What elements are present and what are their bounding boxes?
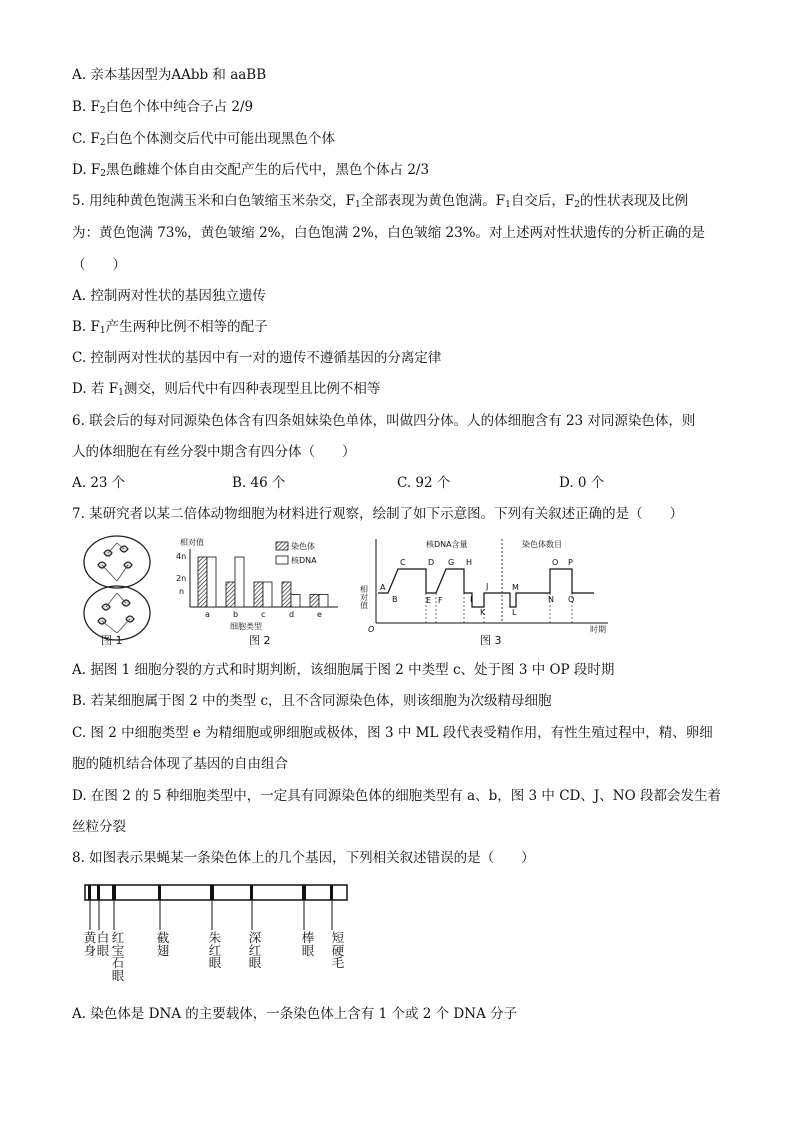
fig2-xlabel: 细胞类型 [230, 622, 262, 631]
q7-option-d-line2: 丝粒分裂 [72, 819, 126, 835]
fig2-legend-dna-swatch [276, 556, 288, 564]
fig3-pt-B: B [392, 595, 398, 604]
fig2-bar-c-chrom [254, 582, 263, 607]
fig2-bar-c-dna [263, 582, 272, 607]
fig3-origin: O [368, 625, 375, 634]
fig2-ylabel: 相对值 [180, 538, 204, 547]
q5-option-b: B. $F_1$产生两种比例不相等的配子 [72, 319, 268, 336]
fig3-pt-M: M [512, 583, 519, 592]
q5-option-c: C. 控制两对性状的基因中有一对的遗传不遵循基因的分离定律 [72, 350, 442, 366]
gene-deep-red-eye: 深红眼 [248, 930, 262, 970]
q8-stem: 8. 如图表示果蝇某一条染色体上的几个基因，下列相关叙述错误的是（ ） [72, 850, 535, 866]
q6-option-c: C. 92 个 [397, 475, 451, 491]
fig3-ylabel: 相对值 [359, 585, 369, 609]
fig3-pt-D: D [428, 558, 435, 567]
fig2-tick-n: n [179, 587, 185, 596]
fig2-tick-2n: 2n [176, 574, 187, 583]
fig2-bar-e-dna [319, 595, 328, 608]
fig2-bar-d-chrom [282, 582, 291, 607]
chromosome-diagram [84, 884, 350, 934]
fig3-pt-N: N [548, 595, 554, 604]
fig3-title-dna: 核DNA含量 [426, 540, 468, 549]
fig3-pt-J: J [486, 582, 489, 591]
fig3-pt-C: C [400, 558, 406, 567]
fig3-pt-A: A [380, 583, 386, 592]
q4-option-d: D. $F_2$黑色雌雄个体自由交配产生的后代中，黑色个体占 2/3 [72, 162, 430, 179]
figure-2-label: 图 2 [249, 634, 271, 647]
fig2-xtick-d: d [289, 610, 295, 619]
fig3-pt-E: E [426, 596, 432, 605]
fig3-pt-L: L [512, 608, 517, 617]
fig2-xtick-c: c [261, 610, 266, 619]
q4-option-a: A. 亲本基因型为AAbb 和 aaBB [72, 67, 267, 83]
gene-cut-wing: 截翅 [156, 930, 170, 958]
fig3-pt-I: I [470, 595, 473, 604]
figure-3-label: 图 3 [480, 634, 502, 647]
fig2-bar-b-chrom [226, 582, 235, 607]
q8-option-a: A. 染色体是 DNA 的主要载体，一条染色体上含有 1 个或 2 个 DNA 分子 [72, 1006, 518, 1022]
gene-ruby-eye: 红宝石眼 [111, 930, 125, 983]
q7-stem: 7. 某研究者以某二倍体动物细胞为材料进行观察，绘制了如下示意图。下列有关叙述正确的是（ ） [72, 506, 684, 522]
gene-vermilion-eye: 朱红眼 [208, 930, 222, 970]
gene-short-bristle: 短硬毛 [331, 930, 345, 970]
fig2-bar-b-dna [235, 557, 244, 607]
figure-1 [76, 535, 158, 647]
q5-option-a: A. 控制两对性状的基因独立遗传 [72, 288, 266, 304]
q7-option-b: B. 若某细胞属于图 2 中的类型 c，且不含同源染色体，则该细胞为次级精母细胞 [72, 693, 552, 709]
q7-option-a: A. 据图 1 细胞分裂的方式和时期判断，该细胞属于图 2 中类型 c、处于图 3 中 OP 段时期 [72, 662, 615, 678]
fig2-xtick-e: e [317, 610, 322, 619]
gene-bar-eye: 棒眼 [301, 930, 315, 958]
fig2-xtick-b: b [233, 610, 239, 619]
fig3-xlabel: 时期 [590, 625, 606, 634]
q6-options [72, 474, 732, 492]
q6-stem-line1: 6. 联会后的每对同源染色体含有四条姐妹染色单体，叫做四分体。人的体细胞含有 23 对同源染色体，则 [72, 413, 696, 429]
gene-yellow-body: 黄身 [83, 930, 97, 958]
fig2-bar-d-dna [291, 595, 300, 608]
figure-3-diagram [359, 535, 618, 647]
q5-stem-line1: 5. 用纯种黄色饱满玉米和白色皱缩玉米杂交，$F_1$全部表现为黄色饱满。$F_1$自交后，$F_2$的性状表现及比例 [72, 193, 688, 210]
fig3-pt-G: G [448, 558, 455, 567]
fig3-pt-O: O [552, 558, 559, 567]
fig2-bar-a-chrom [198, 557, 207, 607]
q7-option-c-line2: 胞的随机结合体现了基因的自由组合 [72, 756, 288, 772]
q4-option-c: C. $F_2$白色个体测交后代中可能出现黑色个体 [72, 131, 336, 148]
q6-option-a: A. 23 个 [72, 475, 126, 491]
fig3-pt-K: K [480, 608, 486, 617]
figure-2-chart [170, 535, 350, 647]
figure-1-label: 图 1 [101, 634, 123, 647]
q6-stem-line2: 人的体细胞在有丝分裂中期含有四分体（ ） [72, 444, 356, 460]
fig3-pt-Q: Q [568, 595, 575, 604]
q7-option-d-line1: D. 在图 2 的 5 种细胞类型中，一定具有同源染色体的细胞类型有 a、b，图 3 中 CD、J、NO 段都会发生着 [72, 788, 721, 804]
fig2-bar-e-chrom [310, 595, 319, 608]
q6-option-d: D. 0 个 [559, 475, 605, 491]
q5-stem-line2: 为：黄色饱满 73%，黄色皱缩 2%，白色饱满 2%，白色皱缩 23%。对上述两对性状遗传的分析正确的是 [72, 225, 706, 241]
fig3-pt-F: F [438, 596, 443, 605]
fig3-title-chrom: 染色体数目 [522, 540, 562, 549]
gene-white-eye: 白眼 [96, 930, 110, 958]
fig2-xtick-a: a [205, 610, 210, 619]
fig3-pt-H: H [466, 558, 473, 567]
fig2-legend-dna: 核DNA [291, 556, 317, 565]
fig2-legend-chrom: 染色体 [291, 542, 315, 551]
q6-option-b: B. 46 个 [232, 475, 286, 491]
q5-answer-paren: （ ） [72, 257, 126, 273]
fig2-tick-4n: 4n [176, 552, 187, 561]
q4-option-b: B. $F_2$白色个体中纯合子占 2/9 [72, 99, 254, 116]
fig3-pt-P: P [568, 558, 573, 567]
fig2-bar-a-dna [207, 557, 216, 607]
q7-option-c-line1: C. 图 2 中细胞类型 e 为精细胞或卵细胞或极体，图 3 中 ML 段代表受精作用，有性生殖过程中，精、卵细 [72, 725, 713, 741]
q5-option-d: D. 若 $F_1$测交，则后代中有四种表现型且比例不相等 [72, 381, 381, 398]
fig2-legend-chrom-swatch [276, 542, 288, 550]
